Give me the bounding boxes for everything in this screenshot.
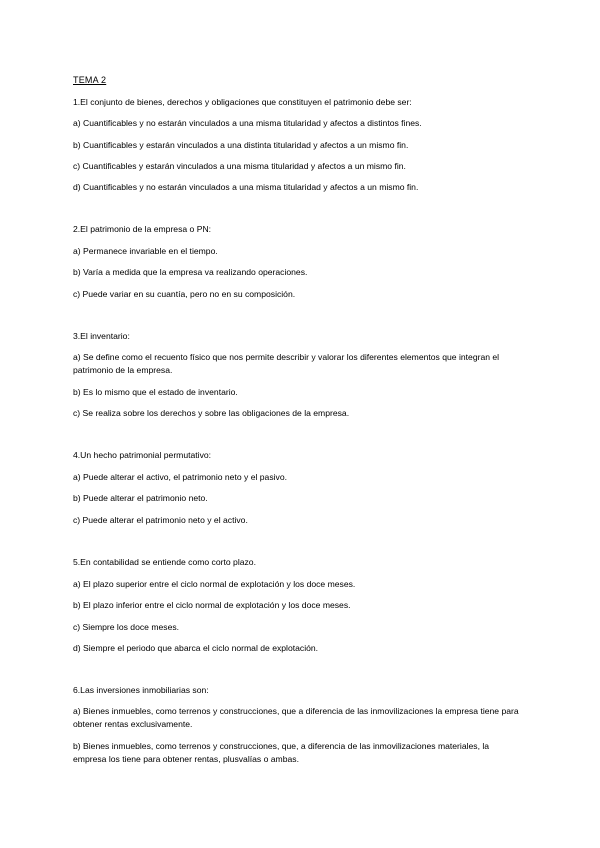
question-3: 3.El inventario: xyxy=(73,331,130,341)
question-5: 5.En contabilidad se entiende como corto plazo. xyxy=(73,557,256,567)
question-5-option-c: c) Siempre los doce meses. xyxy=(73,622,180,632)
question-1-option-d: d) Cuantificables y no estarán vinculados a una misma titularidad y afectos a un mismo fin. xyxy=(73,182,419,192)
question-5-option-a: a) El plazo superior entre el ciclo normal de explotación y los doce meses. xyxy=(73,579,356,589)
question-2-option-c: c) Puede variar en su cuantía, pero no en su composición. xyxy=(73,289,296,299)
question-6-option-a: a) Bienes inmuebles, como terrenos y construcciones, que a diferencia de las inmovilizaciones la empresa tiene para obtener rentas exclusivamente. xyxy=(73,706,519,729)
question-5-option-b: b) El plazo inferior entre el ciclo normal de explotación y los doce meses. xyxy=(73,600,351,610)
question-3-option-b: b) Es lo mismo que el estado de inventario. xyxy=(73,387,238,397)
question-2-option-a: a) Permanece invariable en el tiempo. xyxy=(73,246,218,256)
question-3-option-c: c) Se realiza sobre los derechos y sobre las obligaciones de la empresa. xyxy=(73,408,350,418)
question-1-option-c: c) Cuantificables y estarán vinculados a una misma titularidad y afectos a un mismo fin. xyxy=(73,161,406,171)
question-4-option-c: c) Puede alterar el patrimonio neto y el activo. xyxy=(73,515,248,525)
question-1-option-a: a) Cuantificables y no estarán vinculados a una misma titularidad y afectos a distintos fines. xyxy=(73,118,422,128)
page-title: TEMA 2 xyxy=(73,75,107,85)
question-4: 4.Un hecho patrimonial permutativo: xyxy=(73,450,212,460)
question-6-option-b: b) Bienes inmuebles, como terrenos y construcciones, que, a diferencia de las inmovilizaciones materiales, la empresa los tiene para obtener rentas, plusvalías o ambas. xyxy=(73,741,490,764)
question-6: 6.Las inversiones inmobiliarias son: xyxy=(73,685,209,695)
question-4-option-b: b) Puede alterar el patrimonio neto. xyxy=(73,493,208,503)
question-4-option-a: a) Puede alterar el activo, el patrimonio neto y el pasivo. xyxy=(73,472,288,482)
question-3-option-a: a) Se define como el recuento físico que nos permite describir y valorar los diferentes elementos que integran el patrimonio de la empresa. xyxy=(73,352,500,375)
question-2-option-b: b) Varía a medida que la empresa va realizando operaciones. xyxy=(73,267,308,277)
question-5-option-d: d) Siempre el periodo que abarca el ciclo normal de explotación. xyxy=(73,643,319,653)
question-1-option-b: b) Cuantificables y estarán vinculados a una distinta titularidad y afectos a un mismo fin. xyxy=(73,140,409,150)
question-1: 1.El conjunto de bienes, derechos y obligaciones que constituyen el patrimonio debe ser: xyxy=(73,97,412,107)
question-2: 2.El patrimonio de la empresa o PN: xyxy=(73,224,212,234)
